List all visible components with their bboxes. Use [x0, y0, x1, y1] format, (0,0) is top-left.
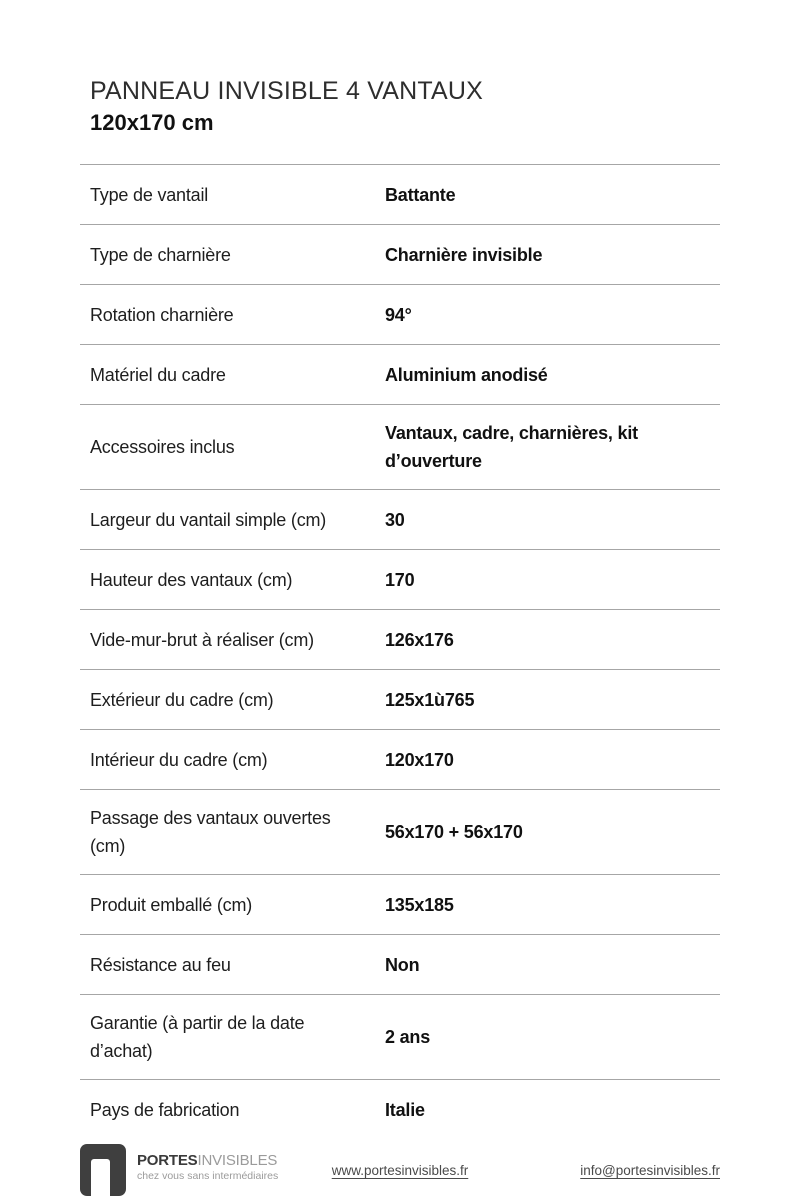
- brand-name-invisibles: INVISIBLES: [197, 1152, 278, 1169]
- spec-row: [80, 285, 720, 345]
- brand-text: [137, 1144, 278, 1183]
- spec-row: [80, 405, 720, 490]
- brand-tagline: chez vous sans intermédiaires: [137, 1170, 279, 1182]
- spec-row: [80, 610, 720, 670]
- spec-value: 56x170 + 56x170: [385, 822, 523, 842]
- spec-value: Battante: [385, 184, 456, 205]
- spec-row: [80, 875, 720, 935]
- website-link[interactable]: www.portesinvisibles.fr: [331, 1162, 469, 1178]
- spec-label: Type de charnière: [90, 244, 231, 265]
- spec-label: Accessoires inclus: [90, 437, 235, 457]
- spec-row: [80, 670, 720, 730]
- spec-row: [80, 790, 720, 875]
- brand-name-portes: PORTES: [137, 1152, 198, 1169]
- spec-row: [80, 490, 720, 550]
- spec-row: [80, 165, 720, 225]
- spec-value: 2 ans: [385, 1027, 431, 1047]
- spec-label: Pays de fabrication: [90, 1100, 240, 1120]
- brand-logo: [80, 1144, 278, 1196]
- page-footer: [80, 1144, 720, 1196]
- spec-row: [80, 935, 720, 995]
- spec-row: [80, 1080, 720, 1140]
- spec-label: Matériel du cadre: [90, 364, 226, 385]
- spec-row: [80, 225, 720, 285]
- product-size: 120x170 cm: [90, 110, 214, 135]
- spec-value: Vantaux, cadre, charnières, kit d’ouverture: [385, 423, 638, 471]
- spec-label: Produit emballé (cm): [90, 894, 253, 915]
- spec-label: Hauteur des vantaux (cm): [90, 569, 293, 590]
- spec-value: Non: [385, 954, 420, 975]
- spec-label: Largeur du vantail simple (cm): [90, 509, 327, 530]
- email-link[interactable]: info@portesinvisibles.fr: [580, 1162, 720, 1178]
- spec-label: Type de vantail: [90, 184, 209, 205]
- brand-name: [137, 1153, 278, 1169]
- door-frame-logo-icon: [80, 1144, 126, 1196]
- spec-table: [80, 164, 720, 1140]
- spec-label: Résistance au feu: [90, 954, 231, 975]
- spec-value: Aluminium anodisé: [385, 364, 548, 385]
- spec-value: 30: [385, 509, 405, 530]
- spec-label: Garantie (à partir de la date d’achat): [90, 1013, 305, 1061]
- spec-value: 126x176: [385, 629, 454, 650]
- spec-value: 94°: [385, 304, 412, 325]
- spec-value: 135x185: [385, 894, 454, 915]
- spec-label: Intérieur du cadre (cm): [90, 749, 268, 770]
- spec-row: [80, 995, 720, 1080]
- spec-value: Italie: [385, 1100, 425, 1120]
- spec-label: Extérieur du cadre (cm): [90, 689, 274, 710]
- door-opening-shape: [91, 1159, 110, 1196]
- spec-value: 170: [385, 569, 415, 590]
- spec-label: Passage des vantaux ouvertes (cm): [90, 808, 331, 856]
- spec-label: Vide-mur-brut à réaliser (cm): [90, 629, 314, 650]
- product-title: PANNEAU INVISIBLE 4 VANTAUX: [90, 77, 484, 105]
- spec-row: [80, 345, 720, 405]
- page-header: [80, 76, 720, 136]
- spec-label: Rotation charnière: [90, 304, 234, 325]
- spec-value: 120x170: [385, 749, 454, 770]
- spec-row: [80, 550, 720, 610]
- spec-row: [80, 730, 720, 790]
- spec-value: 125x1ù765: [385, 689, 475, 710]
- spec-value: Charnière invisible: [385, 244, 543, 265]
